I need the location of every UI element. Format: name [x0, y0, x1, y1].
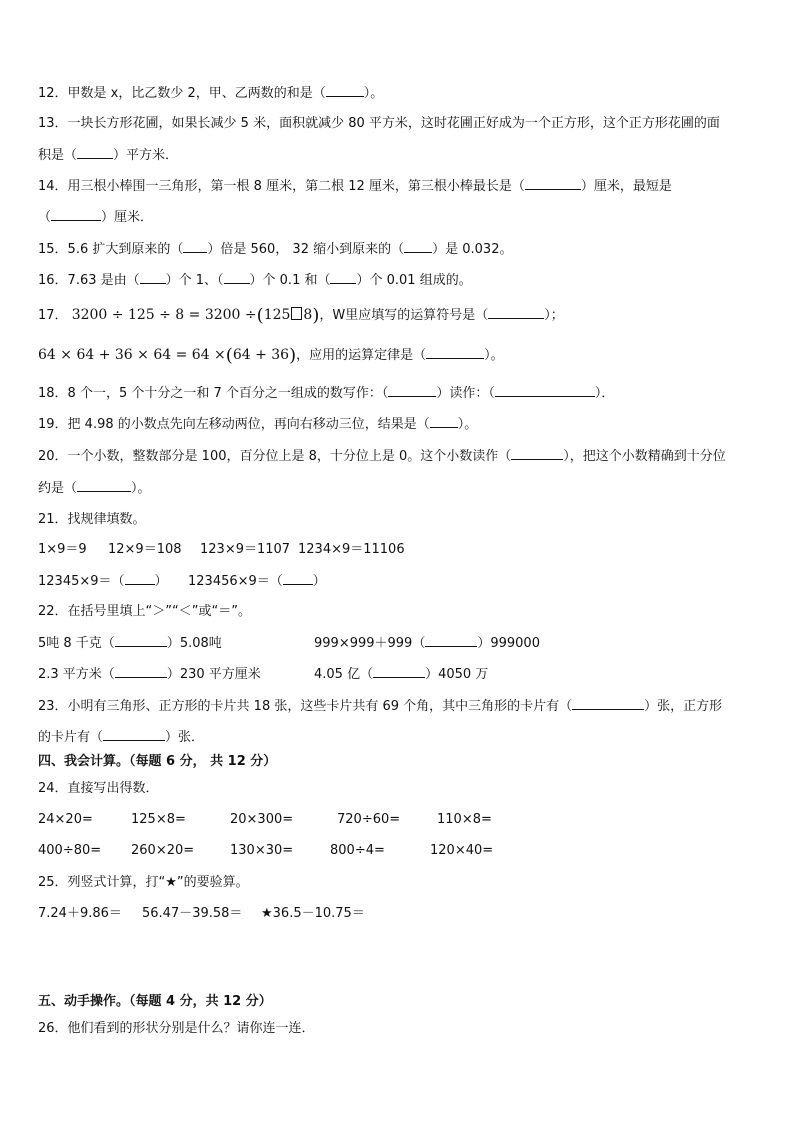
answer-blank[interactable] — [404, 240, 432, 253]
question-23-line-2: 的卡片有（ ）张． — [38, 730, 205, 745]
pattern-item: 12345×9＝（ ） — [38, 574, 168, 589]
question-13-line-1: 13．一块长方形花圃，如果长减少 5 米，面积就减少 80 平方米，这时花圃正好成为一个正方形，这个正方形花圃的面 — [38, 116, 720, 131]
section-4-heading: 四、我会计算。（每题 6 分， 共 12 分） — [38, 754, 277, 769]
question-19: 19．把 4.98 的小数点先向左移动两位，再向右移动三位，结果是（ ）。 — [38, 417, 478, 432]
pattern-item: 123×9＝1107 — [200, 542, 291, 557]
question-14-line-1: 14．用三根小棒围一三角形，第一根 8 厘米，第二根 12 厘米，第三根小棒最长是（ ）厘米，最短是 — [38, 179, 672, 194]
vertical-calc-item: 56.47－39.58＝ — [142, 906, 243, 921]
pattern-item: 123456×9＝（ ） — [188, 574, 326, 589]
question-26: 26．他们看到的形状分别是什么？请你连一连． — [38, 1021, 315, 1036]
question-25-title: 25．列竖式计算，打“★”的要验算。 — [38, 875, 249, 890]
calc-item: 720÷60= — [337, 812, 401, 827]
answer-blank[interactable] — [125, 572, 155, 585]
answer-blank[interactable] — [51, 208, 101, 221]
answer-blank[interactable] — [430, 415, 458, 428]
compare-item: 2.3 平方米（ ）230 平方厘米 — [38, 667, 261, 682]
section-5-heading: 五、动手操作。（每题 4 分，共 12 分） — [38, 994, 272, 1009]
compare-item: 999×999＋999（ ）999000 — [314, 636, 540, 651]
expression: 64 × 64 + 36 × 64 = 64 ×(64 + 36) — [38, 345, 297, 366]
vertical-calc-item: 7.24＋9.86＝ — [38, 906, 122, 921]
answer-blank[interactable] — [495, 384, 595, 397]
question-16: 16．7.63 是由（ ）个 1、（ ）个 0.1 和（ ）个 0.01 组成的。 — [38, 273, 472, 288]
pattern-item: 1234×9＝11106 — [298, 542, 405, 557]
answer-blank[interactable] — [572, 697, 644, 710]
question-15: 15．5.6 扩大到原来的（ ）倍是 560， 32 缩小到原来的（ ）是 0.032。 — [38, 242, 513, 257]
answer-blank[interactable] — [115, 634, 167, 647]
calc-item: 120×40= — [430, 843, 494, 858]
question-12: 12．甲数是 x，比乙数少 2，甲、乙两数的和是（ ）。 — [38, 86, 384, 101]
vertical-calc-item: ★36.5－10.75＝ — [261, 906, 365, 921]
question-18: 18．8 个一，5 个十分之一和 7 个百分之一组成的数写作：（ ）读作：（ ）． — [38, 386, 615, 401]
question-20-line-2: 约是（ ）。 — [38, 481, 151, 496]
answer-blank[interactable] — [388, 384, 436, 397]
question-23-line-1: 23．小明有三角形、正方形的卡片共 18 张，这些卡片共有 69 个角，其中三角形的卡片有（ ）张，正方形 — [38, 699, 723, 714]
answer-blank[interactable] — [140, 271, 166, 284]
answer-blank[interactable] — [183, 240, 207, 253]
compare-item: 4.05 亿（ ）4050 万 — [314, 667, 489, 682]
answer-blank[interactable] — [425, 634, 477, 647]
answer-blank[interactable] — [426, 346, 484, 359]
operator-box[interactable] — [291, 307, 302, 320]
question-17-line-1: 17． 3200 ÷ 125 ÷ 8 = 3200 ÷(125 8)，W里应填写的运算符号是（ ）； — [38, 305, 564, 326]
answer-blank[interactable] — [373, 665, 425, 678]
answer-blank[interactable] — [103, 728, 165, 741]
answer-blank[interactable] — [77, 146, 113, 159]
expression: 3200 ÷ 125 ÷ 8 = 3200 ÷(125 8) — [71, 305, 320, 326]
question-22-title: 22．在括号里填上“＞”“＜”或“＝”。 — [38, 604, 251, 619]
question-24-title: 24．直接写出得数． — [38, 781, 159, 796]
answer-blank[interactable] — [488, 306, 544, 319]
calc-item: 125×8= — [131, 812, 186, 827]
calc-item: 260×20= — [131, 843, 195, 858]
calc-item: 24×20= — [38, 812, 93, 827]
answer-blank[interactable] — [511, 447, 563, 460]
question-13-line-2: 积是（ ）平方米． — [38, 148, 179, 163]
compare-item: 5吨 8 千克（ ）5.08吨 — [38, 636, 222, 651]
question-20-line-1: 20．一个小数，整数部分是 100，百分位上是 8，十分位上是 0。这个小数读作（ ），把这个小数精确到十分位 — [38, 449, 726, 464]
calc-item: 130×30= — [230, 843, 294, 858]
calc-item: 400÷80= — [38, 843, 102, 858]
answer-blank[interactable] — [77, 479, 131, 492]
question-21-title: 21．找规律填数。 — [38, 512, 146, 527]
answer-blank[interactable] — [525, 177, 581, 190]
pattern-item: 12×9＝108 — [108, 542, 182, 557]
question-17-line-2: 64 × 64 + 36 × 64 = 64 ×(64 + 36)，应用的运算定律是（ ）。 — [38, 345, 504, 366]
answer-blank[interactable] — [224, 271, 250, 284]
answer-blank[interactable] — [115, 665, 167, 678]
calc-item: 800÷4= — [330, 843, 385, 858]
question-14-line-2: （ ）厘米． — [38, 210, 154, 225]
pattern-item: 1×9＝9 — [38, 542, 87, 557]
answer-blank[interactable] — [283, 572, 313, 585]
answer-blank[interactable] — [326, 84, 364, 97]
calc-item: 110×8= — [437, 812, 492, 827]
calc-item: 20×300= — [230, 812, 294, 827]
answer-blank[interactable] — [330, 271, 356, 284]
